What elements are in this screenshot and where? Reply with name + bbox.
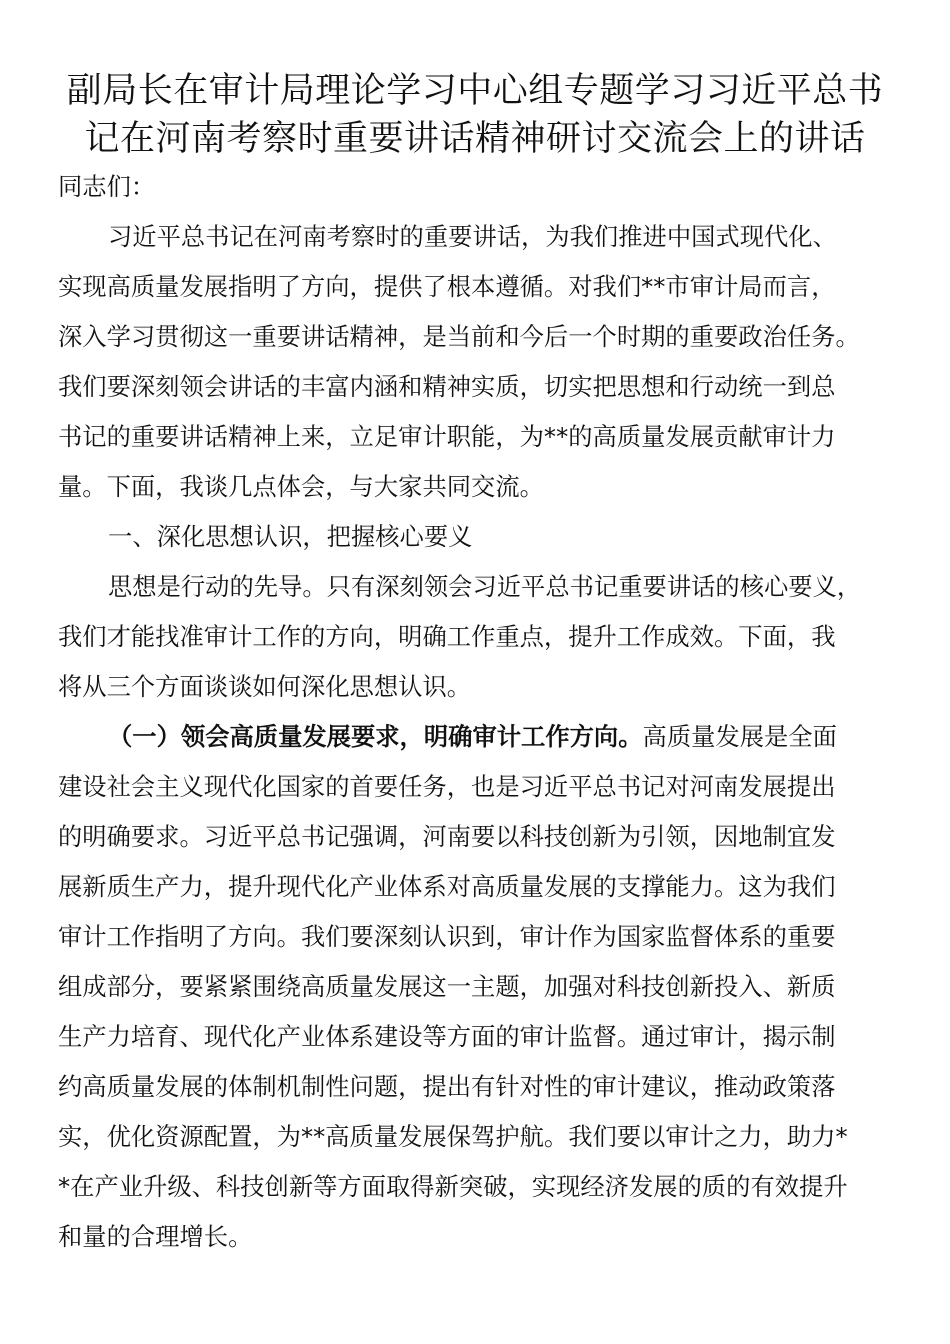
subsection-1-heading: （一）领会高质量发展要求，明确审计工作方向。 bbox=[108, 722, 643, 751]
paragraph-3-line-3: 的明确要求。习近平总书记强调，河南要以科技创新为引领，因地制宜发 bbox=[58, 822, 836, 851]
paragraph-3-line-8: 约高质量发展的体制机制性问题，提出有针对性的审计建议，推动政策落 bbox=[58, 1072, 836, 1101]
title-line-2: 记在河南考察时重要讲话精神研讨交流会上的讲话 bbox=[84, 119, 866, 159]
paragraph-1-line-3: 深入学习贯彻这一重要讲话精神，是当前和今后一个时期的重要政治任务。 bbox=[58, 322, 860, 351]
paragraph-2-line-2: 我们才能找准审计工作的方向，明确工作重点，提升工作成效。下面，我 bbox=[58, 622, 836, 651]
paragraph-3-line-6: 组成部分，要紧紧围绕高质量发展这一主题，加强对科技创新投入、新质 bbox=[58, 972, 836, 1001]
paragraph-1-line-2: 实现高质量发展指明了方向，提供了根本遵循。对我们**市审计局而言， bbox=[58, 272, 836, 301]
paragraph-1-line-5: 书记的重要讲话精神上来，立足审计职能，为**的高质量发展贡献审计力 bbox=[58, 422, 836, 451]
paragraph-3-line-1 bbox=[108, 722, 948, 752]
paragraph-3-line-7: 生产力培育、现代化产业体系建设等方面的审计监督。通过审计，揭示制 bbox=[58, 1022, 836, 1051]
paragraph-3-line-4: 展新质生产力，提升现代化产业体系对高质量发展的支撑能力。这为我们 bbox=[58, 872, 836, 901]
title-line-1: 副局长在审计局理论学习中心组专题学习习近平总书 bbox=[66, 71, 884, 111]
paragraph-3-line-5: 审计工作指明了方向。我们要深刻认识到，审计作为国家监督体系的重要 bbox=[58, 922, 836, 951]
paragraph-3-line-11: 和量的合理增长。 bbox=[58, 1222, 253, 1251]
salutation: 同志们： bbox=[58, 172, 156, 201]
paragraph-1-line-4: 我们要深刻领会讲话的丰富内涵和精神实质，切实把思想和行动统一到总 bbox=[58, 372, 836, 401]
paragraph-3-line-9: 实，优化资源配置，为**高质量发展保驾护航。我们要以审计之力，助力* bbox=[58, 1122, 848, 1151]
paragraph-1-line-1: 习近平总书记在河南考察时的重要讲话，为我们推进中国式现代化、 bbox=[108, 222, 837, 251]
paragraph-2-line-1: 思想是行动的先导。只有深刻领会习近平总书记重要讲话的核心要义， bbox=[108, 572, 862, 601]
paragraph-1-line-6: 量。下面，我谈几点体会，与大家共同交流。 bbox=[58, 472, 544, 501]
section-1-heading: 一、深化思想认识，把握核心要义 bbox=[108, 522, 473, 551]
paragraph-3-line-10: *在产业升级、科技创新等方面取得新突破，实现经济发展的质的有效提升 bbox=[58, 1172, 848, 1201]
paragraph-3-line-2: 建设社会主义现代化国家的首要任务，也是习近平总书记对河南发展提出 bbox=[58, 772, 836, 801]
paragraph-2-line-3: 将从三个方面谈谈如何深化思想认识。 bbox=[58, 672, 472, 701]
paragraph-3-first-tail: 高质量发展是全面 bbox=[642, 722, 837, 751]
